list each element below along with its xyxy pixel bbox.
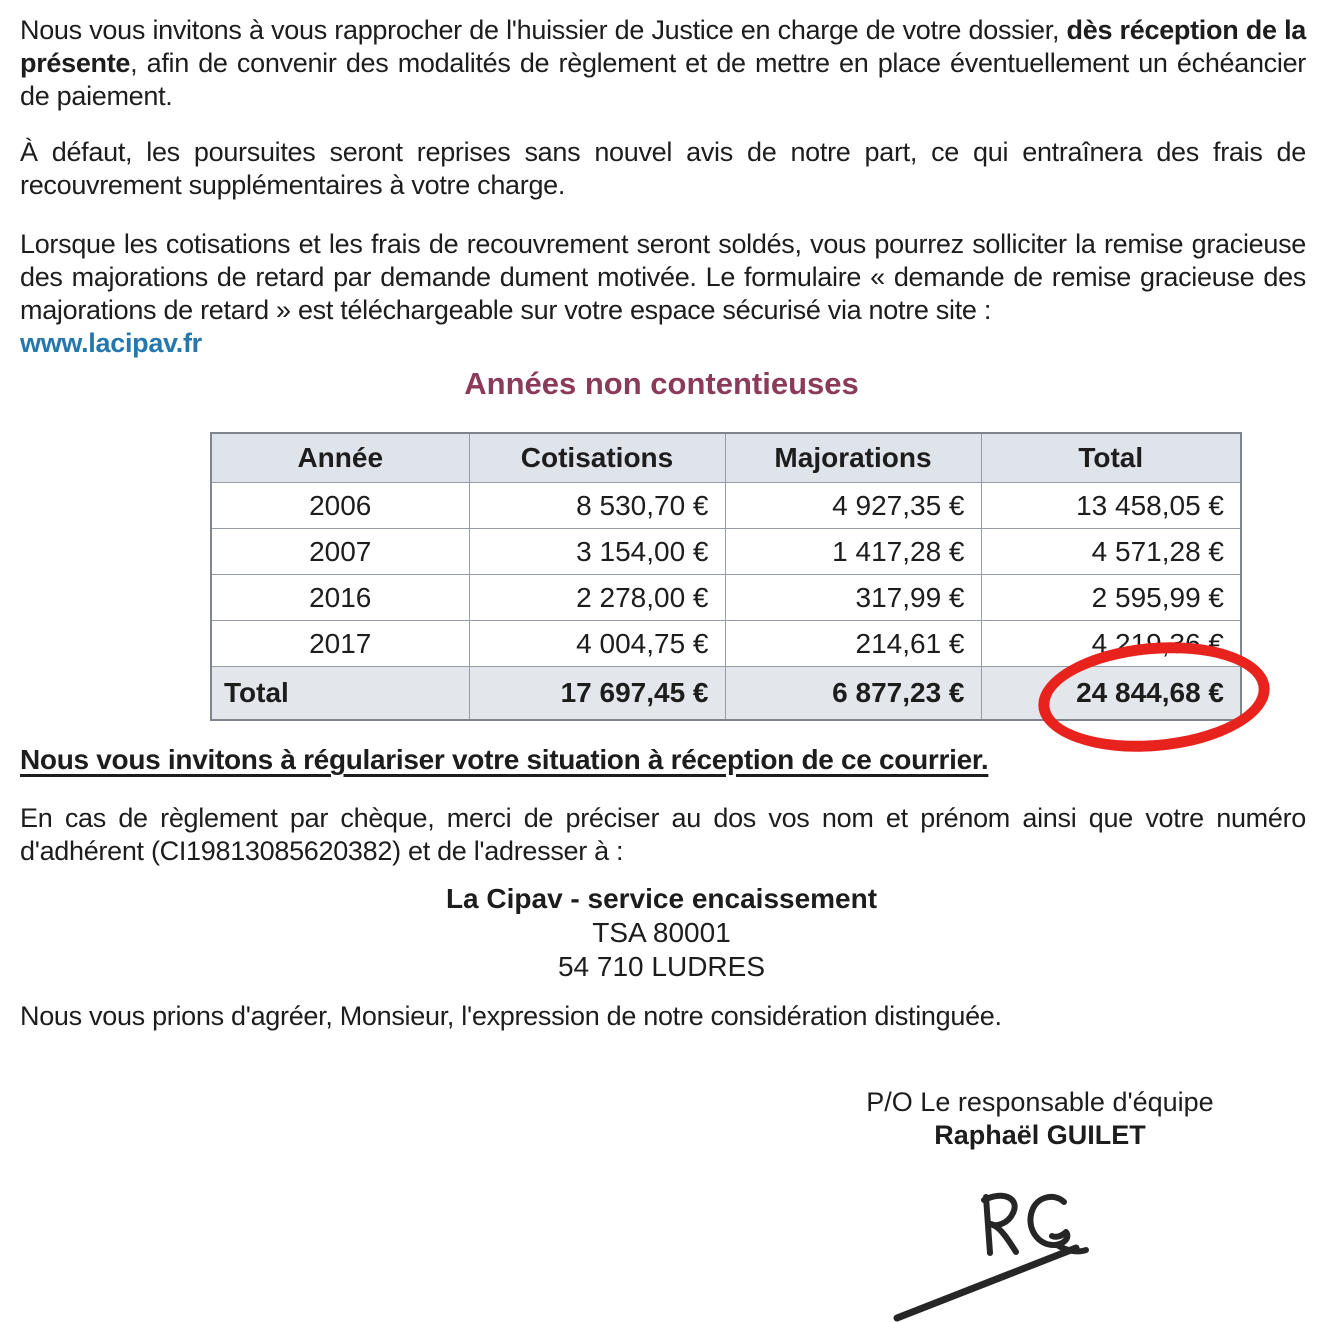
paragraph-huissier-text-end: , afin de convenir des modalités de règlement et de mettre en place éventuellement un échéancier de paiement.	[20, 48, 1306, 111]
handwritten-signature-rg	[850, 1180, 1130, 1322]
cell-cotisations: 3 154,00 €	[469, 529, 725, 575]
header-annee: Année	[211, 433, 469, 483]
cell-cotisations: 4 004,75 €	[469, 621, 725, 667]
table-row	[211, 621, 1241, 667]
cell-annee: 2006	[211, 483, 469, 529]
paragraph-huissier	[20, 14, 1306, 113]
cell-annee: 2017	[211, 621, 469, 667]
paragraph-huissier-text: Nous vous invitons à vous rapprocher de l'huissier de Justice en charge de votre dossier,	[20, 15, 1067, 45]
paragraph-huissier-bold: dès réception de la présente	[20, 15, 1306, 78]
total-label: Total	[211, 667, 469, 721]
cell-cotisations: 8 530,70 €	[469, 483, 725, 529]
cell-annee: 2016	[211, 575, 469, 621]
paragraph-remise	[20, 228, 1306, 360]
table-row	[211, 483, 1241, 529]
address-city: 54 710 LUDRES	[557, 951, 765, 982]
paragraph-remise-text: Lorsque les cotisations et les frais de recouvrement seront soldés, vous pourrez solliciter la remise gracieuse des majorations de retard par demande dument motivée. Le formulaire « demande de remise gracieuse des majorations de retard » est téléchargeable sur votre espace sécurisé via notre site :	[20, 229, 1306, 325]
header-total: Total	[981, 433, 1241, 483]
amounts-table	[210, 432, 1242, 721]
table-row	[211, 529, 1241, 575]
cell-total: 2 595,99 €	[981, 575, 1241, 621]
table-row	[211, 575, 1241, 621]
cell-majorations: 1 417,28 €	[725, 529, 981, 575]
closing-sentence: Nous vous prions d'agréer, Monsieur, l'expression de notre considération distinguée.	[20, 1001, 1002, 1031]
paragraph-cheque: En cas de règlement par chèque, merci de préciser au dos vos nom et prénom ainsi que votre numéro d'adhérent (CI19813085620382) et de l'adresser à :	[20, 803, 1306, 866]
cell-annee: 2007	[211, 529, 469, 575]
table-header-row	[211, 433, 1241, 483]
cell-total: 4 571,28 €	[981, 529, 1241, 575]
signoff-block	[860, 1086, 1220, 1152]
cell-majorations: 214,61 €	[725, 621, 981, 667]
lacipav-link[interactable]: www.lacipav.fr	[20, 328, 202, 358]
cell-majorations: 4 927,35 €	[725, 483, 981, 529]
payment-address-block	[0, 882, 1323, 984]
paragraph-defaut: À défaut, les poursuites seront reprises sans nouvel avis de notre part, ce qui entraînera des frais de recouvrement supplémentaires à votre charge.	[20, 137, 1306, 200]
signoff-role: P/O Le responsable d'équipe	[866, 1087, 1214, 1117]
cell-cotisations: 2 278,00 €	[469, 575, 725, 621]
address-recipient: La Cipav - service encaissement	[445, 883, 878, 914]
cell-total: 13 458,05 €	[981, 483, 1241, 529]
cell-majorations: 317,99 €	[725, 575, 981, 621]
table-total-row	[211, 667, 1241, 721]
total-majorations: 6 877,23 €	[725, 667, 981, 721]
invitation-sentence: Nous vous invitons à régulariser votre situation à réception de ce courrier.	[20, 744, 989, 775]
address-tsa: TSA 80001	[592, 917, 731, 948]
signoff-name: Raphaël GUILET	[934, 1120, 1146, 1150]
table-title: Années non contentieuses	[464, 366, 859, 401]
total-grand: 24 844,68 €	[981, 667, 1241, 721]
total-cotisations: 17 697,45 €	[469, 667, 725, 721]
cell-total: 4 219,36 €	[981, 621, 1241, 667]
header-cotisations: Cotisations	[469, 433, 725, 483]
header-majorations: Majorations	[725, 433, 981, 483]
